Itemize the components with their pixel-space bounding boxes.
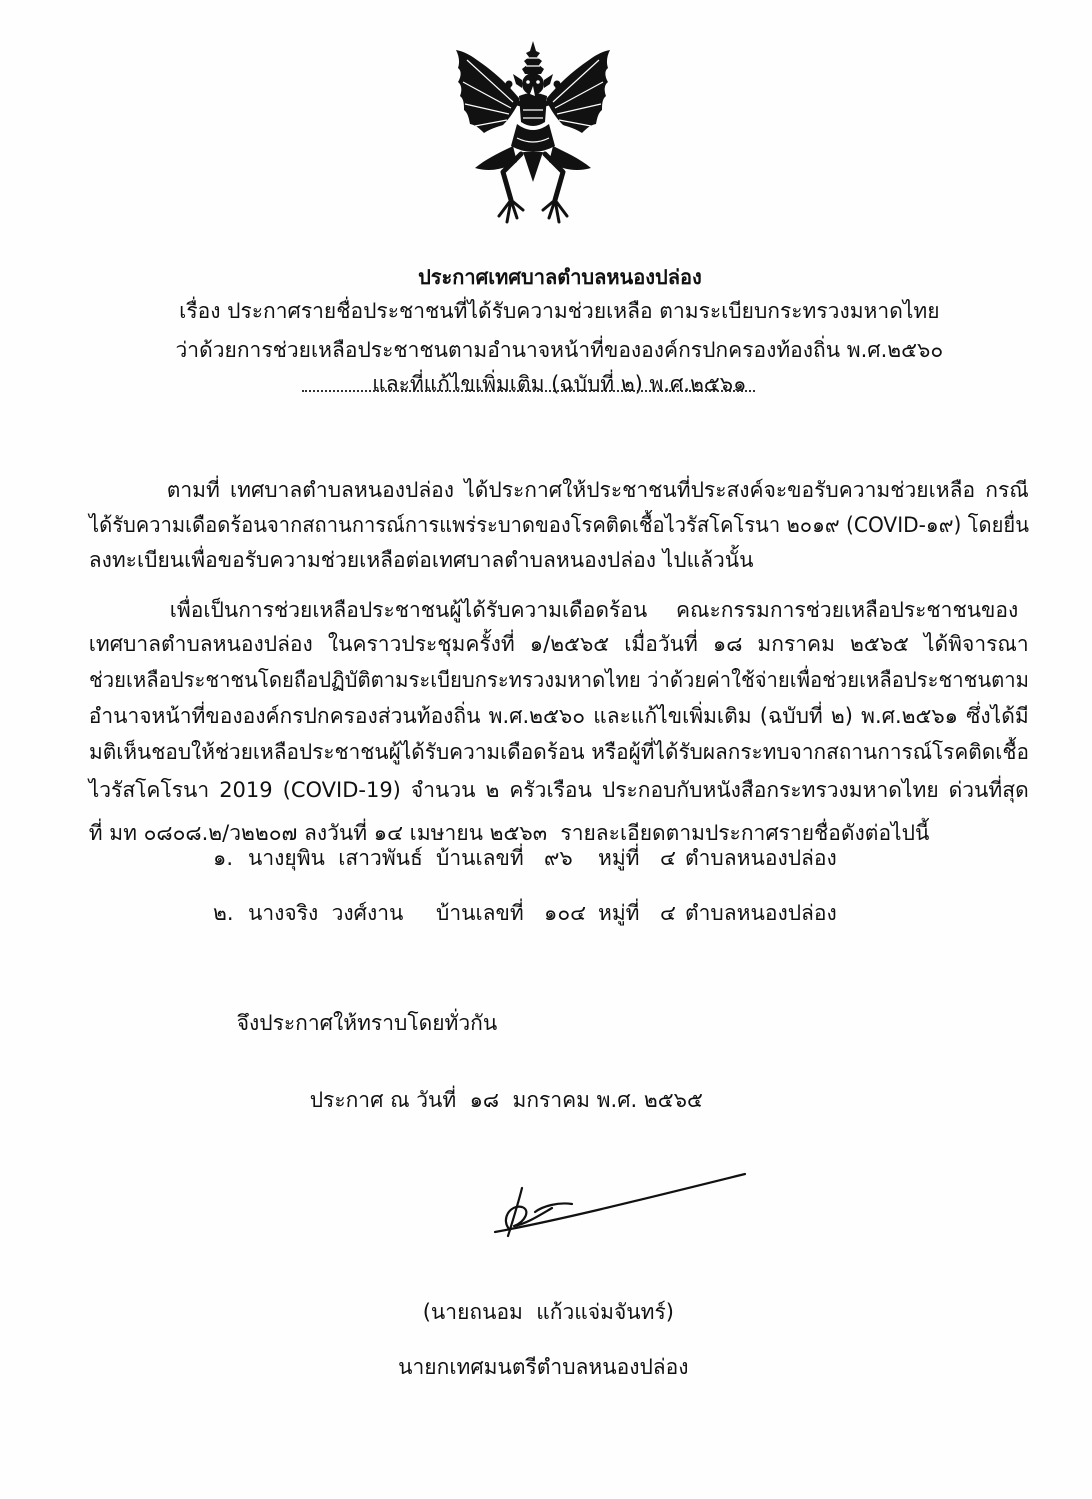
village-number: ๔ — [660, 846, 676, 870]
house-number-label: บ้านเลขที่ — [436, 846, 524, 870]
recipient-number: ๒. — [213, 901, 234, 925]
paragraph-line-text: เทศบาลตำบลหนองปล่อง ในคราวประชุมครั้งที่ ๑/๒๕๖๕ เมื่อวันที่ ๑๘ มกราคม ๒๕๖๕ ได้พิจารณา — [88, 632, 1029, 656]
closing-statement-text: จึงประกาศให้ทราบโดยทั่วกัน — [236, 1011, 498, 1035]
announcement-title — [62, 229, 1030, 289]
paragraph-line-text: ได้รับความเดือดร้อนจากสถานการณ์การแพร่ระบาดของโรคติดเชื้อไวรัสโคโรนา ๒๐๑๙ (COVID-๑๙) โดยยื่น — [88, 513, 1029, 537]
paragraph-line-text: มติเห็นชอบให้ช่วยเหลือประชาชนผู้ได้รับความเดือดร้อน หรือผู้ที่ได้รับผลกระทบจากสถานการณ์โรคติดเชื้อ — [88, 740, 1029, 764]
paragraph-2-line — [62, 632, 1029, 692]
subdistrict: ตำบลหนองปล่อง — [685, 846, 837, 870]
garuda-emblem-icon — [453, 40, 613, 225]
subdistrict: ตำบลหนองปล่อง — [685, 901, 837, 925]
signatory-position-text: นายกเทศมนตรีตำบลหนองปล่อง — [398, 1355, 689, 1379]
paragraph-2-line — [62, 668, 1029, 728]
paragraph-2-line — [62, 785, 1002, 845]
paragraph-1-line — [62, 477, 1029, 537]
announcement-date — [283, 1052, 983, 1112]
paragraph-line-text: อำนาจหน้าที่ขององค์กรปกครองส่วนท้องถิ่น พ.ศ.๒๕๖๐ และแก้ไขเพิ่มเติม (ฉบับที่ ๒) พ.ศ.๒๕๖๑ ซึ่งได้มี — [88, 704, 1029, 728]
signatory-name-text: (นายถนอม แก้วแจ่มจันทร์) — [422, 1300, 674, 1324]
paragraph-1-line — [62, 512, 1002, 572]
recipient-name: นางยุพิน เสาวพันธ์ — [248, 846, 423, 870]
subject-line-text: ว่าด้วยการช่วยเหลือประชาชนตามอำนาจหน้าที่ขององค์กรปกครองท้องถิ่น พ.ศ.๒๕๖๐ — [175, 338, 944, 362]
house-number: ๑๐๔ — [544, 901, 587, 925]
subject-line-text: และที่แก้ไขเพิ่มเติม (ฉบับที่ ๒) พ.ศ.๒๕๖๑ — [372, 372, 747, 396]
village-label: หมู่ที่ — [598, 846, 640, 870]
recipient-row — [213, 842, 853, 874]
house-number-label: บ้านเลขที่ — [436, 901, 524, 925]
village-number: ๔ — [660, 901, 676, 925]
signatory-name — [360, 1264, 710, 1324]
paragraph-line-text: ที่ มท ๐๘๐๘.๒/ว๒๒๐๗ ลงวันที่ ๑๔ เมษายน ๒๕๖๓ รายละเอียดตามประกาศรายชื่อดังต่อไปนี้ — [88, 821, 930, 845]
recipient-row — [213, 897, 853, 929]
recipient-name: นางจริง วงศ์งาน — [248, 901, 404, 925]
village-label: หมู่ที่ — [598, 901, 640, 925]
subject-line — [62, 263, 1030, 323]
paragraph-2-line — [62, 596, 1029, 656]
paragraph-2-line — [143, 562, 1019, 622]
subject-line-text: เรื่อง ประกาศรายชื่อประชาชนที่ได้รับความช่วยเหลือ ตามระเบียบกระทรวงมหาดไทย — [179, 299, 940, 323]
paragraph-line-text: ช่วยเหลือประชาชนโดยถือปฏิบัติตามระเบียบกระทรวงมหาดไทย ว่าด้วยค่าใช้จ่ายเพื่อช่วยเหลือประชาชนตาม — [88, 668, 1029, 692]
subject-line — [62, 302, 1030, 362]
recipient-number: ๑. — [213, 846, 234, 870]
paragraph-line-text: เพื่อเป็นการช่วยเหลือประชาชนผู้ได้รับความเดือดร้อน คณะกรรมการช่วยเหลือประชาชนของ — [169, 598, 1019, 622]
paragraph-line-text: ลงทะเบียนเพื่อขอรับความช่วยเหลือต่อเทศบาลตำบลหนองปล่อง ไปแล้วนั้น — [88, 548, 754, 572]
paragraph-line-text: ไวรัสโคโรนา 2019 (COVID-19) จำนวน ๒ ครัวเรือน ประกอบกับหนังสือกระทรวงมหาดไทย ด่วนที่สุด — [88, 778, 1029, 802]
signature-mark — [480, 1160, 755, 1245]
house-number: ๙๖ — [544, 846, 573, 870]
announcement-date-text: ประกาศ ณ วันที่ ๑๘ มกราคม พ.ศ. ๒๕๖๕ — [309, 1088, 703, 1112]
paragraph-2-line — [62, 742, 1029, 802]
announcement-title-text: ประกาศเทศบาลตำบลหนองปล่อง — [418, 265, 702, 289]
paragraph-1-line — [140, 442, 1029, 502]
dotted-separator — [302, 390, 755, 392]
subject-line — [62, 336, 1030, 396]
paragraph-2-line — [62, 704, 1029, 764]
closing-statement — [210, 975, 910, 1035]
signatory-position — [360, 1319, 700, 1379]
paragraph-line-text: ตามที่ เทศบาลตำบลหนองปล่อง ได้ประกาศให้ประชาชนที่ประสงค์จะขอรับความช่วยเหลือ กรณี — [166, 478, 1029, 502]
